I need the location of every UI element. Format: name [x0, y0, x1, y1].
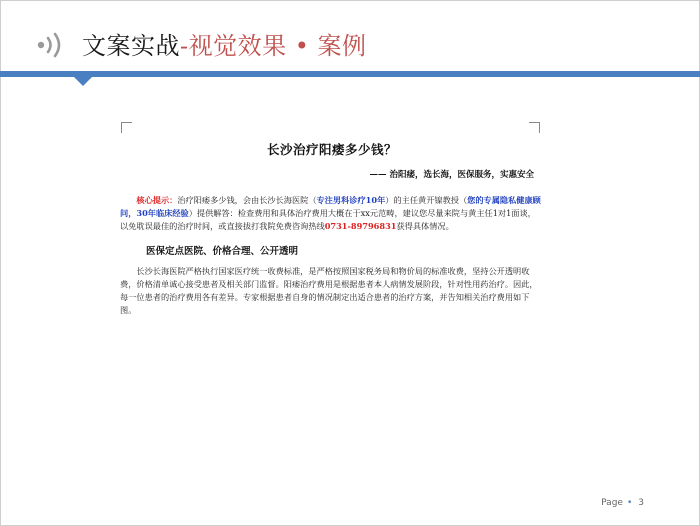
slide-title-sub: 视觉效果 • 案例: [188, 32, 367, 60]
hotline-number: 0731-89796831: [324, 221, 397, 231]
slide-header: [0, 0, 700, 88]
core-tip-text-2: ）的主任黄开镍教授（: [385, 195, 468, 205]
header-rule: [0, 71, 700, 77]
core-tip-text-4: 获得具体情况。: [396, 221, 454, 231]
slide-title-separator: -: [180, 32, 189, 60]
core-tip-label: 核心提示：: [136, 195, 178, 205]
slide-title-main: 文案实战: [82, 32, 180, 60]
page-number: 3: [638, 498, 644, 508]
core-tip-highlight-1: 专注男科诊疗10年: [316, 195, 386, 205]
core-tip-highlight-2: 您的专属隐私健康顾问，30年临床经验: [120, 195, 541, 218]
document-title: 长沙治疗阳痿多少钱？: [266, 142, 397, 157]
header-rule-notch: [74, 77, 92, 86]
document-subtitle: —— 治阳痿，选长海，医保服务，实惠安全: [369, 170, 534, 180]
core-tip-text-1: 治疗阳痿多少钱，会由长沙长海医院（: [177, 195, 317, 205]
slide-title: [82, 26, 367, 61]
section-heading: 医保定点医院、价格合理、公开透明: [146, 246, 299, 257]
crop-mark-top-left: [121, 122, 132, 133]
core-tip-paragraph: [120, 194, 544, 233]
core-tip-text-3: ）提供解答：检查费用和具体治疗费用大概在于xx元范畴，建议您尽量来院与黄主任1对1面谈，以免耽误最佳的治疗时间，或直接拔打我院免费咨询热线: [120, 208, 536, 231]
crop-mark-top-right: [529, 122, 540, 133]
page-label: Page: [601, 498, 623, 508]
pricing-paragraph: 长沙长海医院严格执行国家医疗统一收费标准，是严格按照国家税务局和物价局的标准收费，坚持公开透明收费，价格清单诚心接受患者及相关部门监督。阳痿治疗费用是根据患者本人病情发展阶段，针对性用药治疗。因此，每一位患者的治疗费用各有差异。专家根据患者自身的情况制定出适合患者的治疗方案，并告知相关治疗费用如下图。: [120, 266, 538, 315]
sound-wave-icon: [36, 30, 70, 60]
bullet-icon: •: [626, 498, 633, 508]
page-footer: [601, 498, 644, 508]
document-body: [120, 140, 544, 325]
